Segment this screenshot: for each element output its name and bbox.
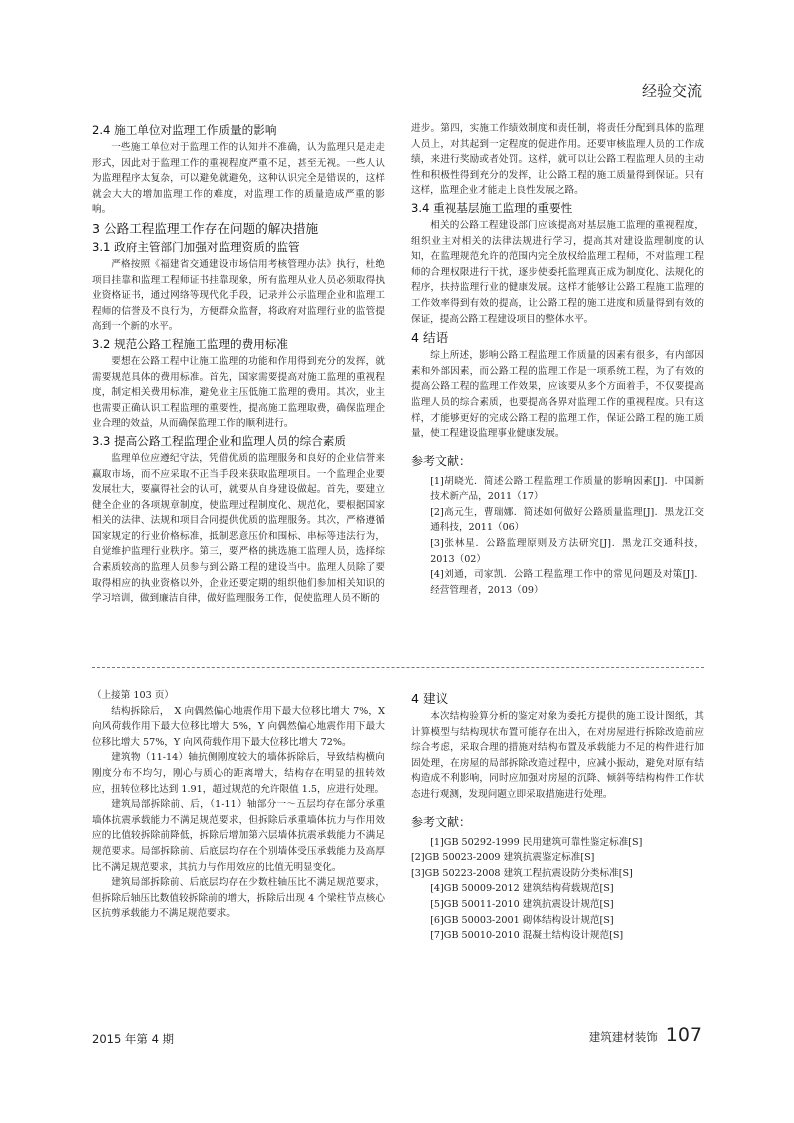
journal-name: 建筑建材装饰 (588, 1030, 658, 1044)
reference-item: [5]GB 50011-2010 建筑抗震设计规范[S] (430, 898, 614, 910)
bottom-right-column (411, 688, 704, 944)
top-right-column (411, 121, 704, 598)
reference-item: [4]刘通，司家凯．公路工程监理工作中的常见问题及对策[J]．经营管理者，2013（09） (430, 569, 704, 596)
references-heading: 参考文献： (411, 814, 472, 829)
reference-item: [7]GB 50010-2010 混凝土结构设计规范[S] (430, 930, 624, 942)
continued-note: （上接第 103 页） (92, 690, 174, 701)
paragraph: 要想在公路工程中让施工监理的功能和作用得到充分的发挥，就需要规范具体的费用标准。首先，国家需要提高对施工监理的重视程度，制定相关费用标准，避免业主压低施工监理的费用。其次，业主也需要正确认识工程监理的重要性，提高施工监理取费，确保监理企业合理的效益，从而确保监理工作的顺利进行。 (92, 355, 385, 430)
top-left-column (92, 121, 385, 607)
subsection-heading: 3.4 重视基层施工监理的重要性 (411, 200, 573, 215)
reference-item: [6]GB 50003-2001 砌体结构设计规范[S] (430, 914, 614, 926)
paragraph: 相关的公路工程建设部门应该提高对基层施工监理的重视程度，组织业主对相关的法律法规进行学习，提高其对建设监理制度的认知，在监理规范允许的范围内完全放权给监理工程师，不对监理工程师的合理权限进行干扰，逐步使委托监理真正成为制度化、法规化的程序，扶持监理行业的健康发展。这样才能够让公路工程施工监理的工作效率得到有效的提高，让公路工程的施工进度和质量得到有效的保证，提高公路工程建设项目的整体水平。 (411, 219, 704, 325)
section-heading: 4 结语 (411, 330, 449, 346)
section-heading: 3 公路工程监理工作存在问题的解决措施 (92, 220, 319, 236)
subsection-heading: 3.1 政府主管部门加强对监理资质的监管 (92, 239, 300, 254)
paragraph: 综上所述，影响公路工程监理工作质量的因素有很多，有内部因素和外部因素，而公路工程的监理工作是一项系统工程，为了有效的提高公路工程的监理工作效果，应该要从多个方面着手，不仅要提高监理人员的综合素质，也要提高各界对监理工作的重视程度。只有这样，才能够更好的完成公路工程的监理工作，保证公路工程的施工质量，使工程建设监理事业健康发展。 (411, 350, 704, 440)
references-heading: 参考文献： (411, 453, 472, 468)
issue-label: 2015 年第 4 期 (92, 1032, 175, 1046)
paragraph: 建筑局部拆除前、后，（1-11）轴部分一～五层均存在部分承重墙体抗震承载能力不满足规范要求，但拆除后承重墙体抗力与作用效应的比值较拆除前降低，拆除后增加第六层墙体抗震承载能力不满足规范要求。局部拆除前、后底层均存在个别墙体受压承载能力及高厚比不满足规范要求，其抗力与作用效应的比值无明显变化。 (92, 799, 385, 873)
reference-item: [4]GB 50009-2012 建筑结构荷载规范[S] (430, 883, 614, 895)
subsection-heading: 3.3 提高公路工程监理企业和监理人员的综合素质 (92, 433, 346, 448)
subsection-heading: 3.2 规范公路工程施工监理的费用标准 (92, 336, 289, 351)
paragraph: 严格按照《福建省交通建设市场信用考核管理办法》执行，杜绝项目挂靠和监理工程师证书挂靠现象，所有监理从业人员必须取得执业资格证书，通过网络等现代化手段，记录并公示监理企业和监理工程师的信誉及不良行为，方便群众监督，将政府对监理行业的监管提高到一个新的水平。 (92, 258, 385, 333)
reference-item: [3]GB 50223-2008 建筑工程抗震设防分类标准[S] (411, 867, 633, 879)
reference-item: [1]GB 50292-1999 民用建筑可靠性鉴定标准[S] (430, 836, 643, 848)
paragraph: 进步。第四，实施工作绩效制度和责任制，将责任分配到具体的监理人员上，对其起到一定程度的促进作用。还要审核监理人员的工作成绩，来进行奖励或者处罚。这样，就可以让公路工程监理人员的主动性和积极性得到充分的发挥，让公路工程的施工质量得到保证。只有这样，监理企业才能走上良性发展之路。 (411, 123, 704, 197)
reference-item: [2]高元生，曹瑞娜．简述如何做好公路质量监理[J]．黑龙江交通科技，2011（06） (430, 506, 704, 534)
bottom-left-column (92, 688, 385, 922)
page-number: 107 (665, 1024, 702, 1046)
reference-item: [2]GB 50023-2009 建筑抗震鉴定标准[S] (411, 852, 595, 864)
reference-item: [1]胡晓光．简述公路工程监理工作质量的影响因素[J]．中国新技术新产品，2011（17） (430, 475, 704, 503)
subsection-heading: 2.4 施工单位对监理工作质量的影响 (92, 123, 277, 137)
paragraph: 建筑物（11-14）轴抗侧刚度较大的墙体拆除后，导致结构横向刚度分布不均匀，刚心与质心的距离增大，结构存在明显的扭转效应，扭转位移比达到 1.91，超过规范的允许限值 1.5，应进行处理。 (92, 752, 385, 795)
paragraph: 建筑局部拆除前、后底层均存在少数柱轴压比不满足规范要求，但拆除后轴压比数值较拆除前的增大，拆除后出现 4 个梁柱节点核心区抗剪承载能力不满足规范要求。 (92, 877, 385, 920)
section-heading: 4 建议 (411, 691, 449, 706)
section-label: 经验交流 (641, 82, 702, 100)
reference-item: [3]张林星．公路监理原则及方法研究[J]．黑龙江交通科技，2013（02） (430, 538, 704, 565)
section-divider (92, 667, 704, 668)
footer-right (589, 1024, 702, 1046)
paragraph: 结构拆除后， X 向偶然偏心地震作用下最大位移比增大 7%，X 向风荷载作用下最大位移比增大 5%，Y 向偶然偏心地震作用下最大位移比增大 57%，Y 向风荷载作用下最大位移比增大 72%。 (92, 705, 385, 748)
paragraph: 本次结构验算分析的鉴定对象为委托方提供的施工设计图纸，其计算模型与结构现状布置可能存在出入，在对房屋进行拆除改造前应综合考虑，采取合理的措施对结构布置及承载能力不足的构件进行加固处理，在房屋的局部拆除改造过程中，应减小振动，避免对原有结构造成不利影响，同时应加强对房屋的沉降、倾斜等结构构件工作状态进行观测，发现问题立即采取措施进行处理。 (411, 711, 704, 800)
paragraph: 一些施工单位对于监理工作的认知并不准确，认为监理只是走走形式，因此对于监理工作的重视程度严重不足，甚至无视。一些人认为监理程序太复杂，可以避免就避免，这种认识完全是错误的，这样就会大大的增加监理工作的难度，对监理工作的质量造成严重的影响。 (92, 142, 385, 216)
paragraph: 监理单位应遵纪守法，凭借优质的监理服务和良好的企业信誉来赢取市场，而不应采取不正当手段来获取监理项目。一个监理企业要发展壮大，要赢得社会的认可，就要从自身建设做起。首先，要建立健全企业的各项规章制度，使监理过程制度化、规范化，要根据国家相关的法律、法规和项目合同提供优质的监理服务。其次，严格遵循国家规定的行业价格标准，抵制恶意压价和围标、串标等违法行为，自觉维护监理行业秩序。第三，要严格的挑选施工监理人员，选择综合素质较高的监理人员参与到公路工程的建设当中。监理人员除了要取得相应的执业资格以外，企业还要定期的组织他们参加相关知识的学习培训，做到廉洁自律，做好监理服务工作，促使监理人员不断的 (92, 452, 385, 605)
